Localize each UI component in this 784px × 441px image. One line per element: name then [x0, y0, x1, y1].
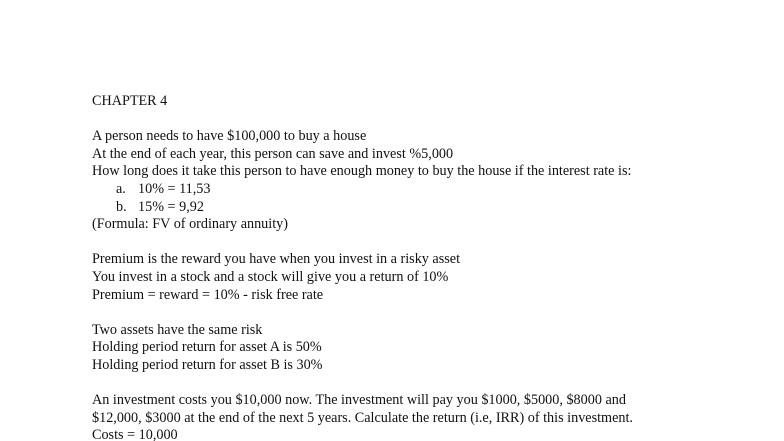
list-item-text: 10% = 11,53: [138, 180, 211, 197]
list-item-text: 15% = 9,92: [138, 198, 204, 215]
blank-line: [92, 304, 752, 322]
blank-line: [92, 375, 752, 393]
paragraph-line: Holding period return for asset B is 30%: [92, 356, 323, 373]
chapter-title: CHAPTER 4: [92, 93, 168, 109]
paragraph-line: Costs = 10,000: [92, 427, 178, 441]
paragraph-line: You invest in a stock and a stock will give you a return of 10%: [92, 268, 449, 285]
paragraph-line: Premium is the reward you have when you invest in a risky asset: [92, 251, 461, 268]
list-marker: b.: [116, 198, 127, 215]
paragraph-line: At the end of each year, this person can save and invest %5,000: [92, 145, 454, 162]
paragraph-line: How long does it take this person to have enough money to buy the house if the interest rate is:: [92, 163, 632, 180]
paragraph-line: Holding period return for asset A is 50%: [92, 339, 322, 356]
document-body: [92, 93, 752, 441]
list-marker: a.: [116, 180, 126, 197]
formula-note: (Formula: FV of ordinary annuity): [92, 216, 288, 233]
paragraph-line: A person needs to have $100,000 to buy a house: [92, 128, 367, 145]
list-item: [92, 181, 752, 199]
blank-line: [92, 234, 752, 252]
paragraph-line: Two assets have the same risk: [92, 321, 263, 338]
blank-line: [92, 111, 752, 129]
list-item: [92, 199, 752, 217]
paragraph-line: $12,000, $3000 at the end of the next 5 years. Calculate the return (i.e, IRR) of this investment.: [92, 409, 633, 426]
paragraph-line: An investment costs you $10,000 now. The investment will pay you $1000, $5000, $8000 and: [92, 392, 626, 409]
paragraph-line: Premium = reward = 10% - risk free rate: [92, 286, 324, 303]
